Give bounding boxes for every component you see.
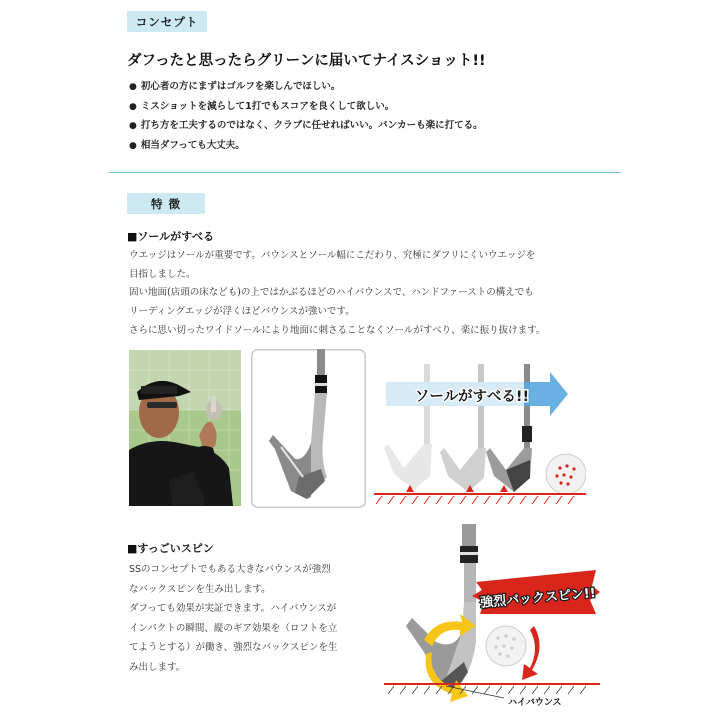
features-tag-label: 特 徴 bbox=[150, 196, 181, 211]
concept-tag-label: コンセプト bbox=[135, 14, 199, 29]
backspin-diagram bbox=[384, 522, 600, 712]
ground-hatch bbox=[376, 496, 574, 504]
concept-bullet-list bbox=[129, 77, 483, 155]
text-line: SSのコンセプトでもある大きなバウンスが強烈 bbox=[129, 564, 331, 575]
sole-slide-diagram bbox=[374, 356, 586, 512]
golfer-photo bbox=[129, 350, 241, 506]
list-item: ● 打ち方を工夫するのではなく、クラブに任せればいい。バンカーも楽に打てる。 bbox=[129, 116, 483, 136]
text-line: ダフっても効果が実証できます。ハイバウンスが bbox=[129, 603, 337, 615]
sole-description bbox=[129, 247, 545, 340]
backspin-callout: 強烈バックスピン!! bbox=[479, 585, 597, 612]
wedge-club bbox=[406, 524, 478, 690]
text-line: み出します。 bbox=[129, 661, 186, 673]
contact-markers bbox=[406, 485, 508, 492]
text-line: 固い地面(店頭の床なども)の上ではかぶるほどのハイバウンスで、ハンドファーストの構えでも bbox=[129, 287, 534, 299]
text-line: リーディングエッジが浮くほどバウンスが強いです。 bbox=[129, 306, 355, 318]
text-line: てようとする）が働き、強烈なバックスピンを生 bbox=[129, 642, 338, 654]
wedge-photo bbox=[251, 349, 366, 508]
text-line: インパクトの瞬間、縦のギア効果を（ロフトを立 bbox=[129, 622, 338, 634]
golf-ball bbox=[486, 626, 526, 666]
section-divider bbox=[109, 172, 621, 173]
features-tag bbox=[127, 193, 205, 214]
high-bounce-label: ハイバウンス bbox=[508, 698, 562, 708]
list-item: ● ミスショットを減らして1打でもスコアを良くして欲しい。 bbox=[129, 97, 483, 117]
concept-headline: ダフったと思ったらグリーンに届いてナイスショット!! bbox=[127, 53, 486, 69]
spin-description bbox=[129, 560, 338, 678]
concept-tag bbox=[127, 11, 207, 32]
list-item: ● 初心者の方にまずはゴルフを楽しんでほしい。 bbox=[129, 77, 483, 97]
sole-heading: ■ソールがすべる bbox=[127, 230, 214, 243]
text-line: 目指しました。 bbox=[129, 268, 196, 280]
spin-heading: ■すっごいスピン bbox=[127, 542, 214, 555]
text-line: ウエッジはソールが重要です。バウンスとソール幅にこだわり、究極にダフリにくいウエッジを bbox=[129, 250, 536, 261]
text-line: なバックスピンを生み出します。 bbox=[129, 583, 271, 595]
slide-arrow-label: ソールがすべる!! bbox=[414, 389, 530, 405]
golf-ball bbox=[546, 454, 586, 494]
list-item: ● 相当ダフっても大丈夫。 bbox=[129, 136, 483, 156]
text-line: さらに思い切ったワイドソールにより地面に刺さることなくソールがすべり、楽に振り抜けます。 bbox=[129, 324, 546, 336]
ground-hatch bbox=[388, 686, 586, 694]
